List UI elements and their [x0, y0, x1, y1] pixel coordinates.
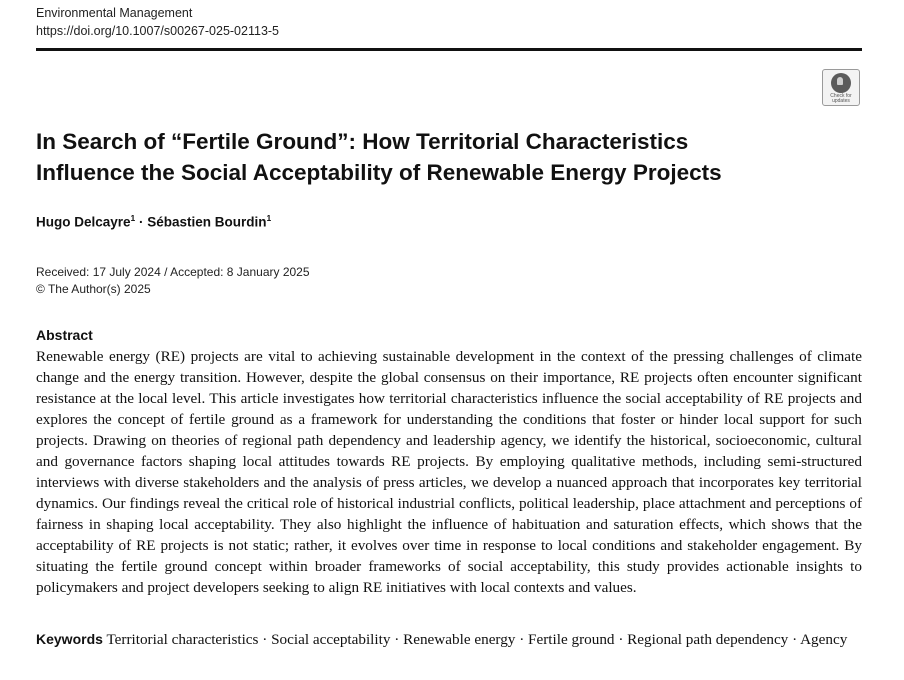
author-list: [36, 213, 271, 230]
keywords-label: Keywords: [36, 631, 103, 647]
affiliation-marker: 1: [266, 213, 272, 223]
check-for-updates-line2: updates: [832, 98, 850, 104]
affiliation-marker: 1: [130, 213, 136, 223]
doi-link[interactable]: https://doi.org/10.1007/s00267-025-02113-5: [36, 24, 280, 38]
check-for-updates-line1: Check for: [830, 93, 852, 99]
update-check-icon: [831, 73, 851, 93]
journal-name: Environmental Management: [36, 6, 193, 20]
title-line-2: Influence the Social Acceptability of Renewable Energy Projects: [36, 160, 722, 185]
check-for-updates-label: [823, 94, 859, 104]
check-for-updates-button[interactable]: [822, 69, 860, 106]
abstract-heading: Abstract: [36, 327, 93, 343]
author-name[interactable]: Sébastien Bourdin: [147, 214, 267, 230]
abstract-body: Renewable energy (RE) projects are vital to achieving sustainable development in the context of the pressing challenges of climate change and the energy transition. However, despite the global consensus on their importance, RE projects often encounter significant resistance at the local level. This article investigates how territorial characteristics influence the social acceptability of RE projects and explores the concept of fertile ground as a framework for understanding the conditions that foster or hinder local support for such projects. Drawing on theories of regional path dependency and leadership agency, we identify the historical, socioeconomic, cultural and governance factors shaping local attitudes towards RE projects. By employing qualitative methods, including semi-structured interviews with diverse stakeholders and the analysis of press articles, we develop a nuanced approach that incorporates key territorial dynamics. Our findings reveal the critical role of historical industrial conflicts, political leadership, place attachment and perceptions of fairness in shaping local acceptability. They also highlight the influence of habituation and saturation effects, which shows that the acceptability of RE projects is not static; rather, it evolves over time in response to local conditions and stakeholder engagement. By situating the fertile ground concept within broader frameworks of social acceptability, this study provides actionable insights to policymakers and project developers seeking to align RE initiatives with local contexts and values.: [36, 348, 862, 596]
author-separator: ·: [135, 214, 148, 230]
keywords-list: Territorial characteristics · Social acceptability · Renewable energy · Fertile ground · Regional path dependency · Agency: [106, 631, 848, 648]
title-line-1: In Search of “Fertile Ground”: How Territorial Characteristics: [36, 129, 689, 154]
received-accepted-dates: Received: 17 July 2024 / Accepted: 8 January 2025: [36, 265, 310, 279]
keywords-section: [36, 629, 862, 650]
article-title: [36, 126, 796, 188]
author-name[interactable]: Hugo Delcayre: [36, 214, 131, 230]
header-rule: [36, 48, 862, 51]
copyright-notice: © The Author(s) 2025: [36, 282, 151, 296]
